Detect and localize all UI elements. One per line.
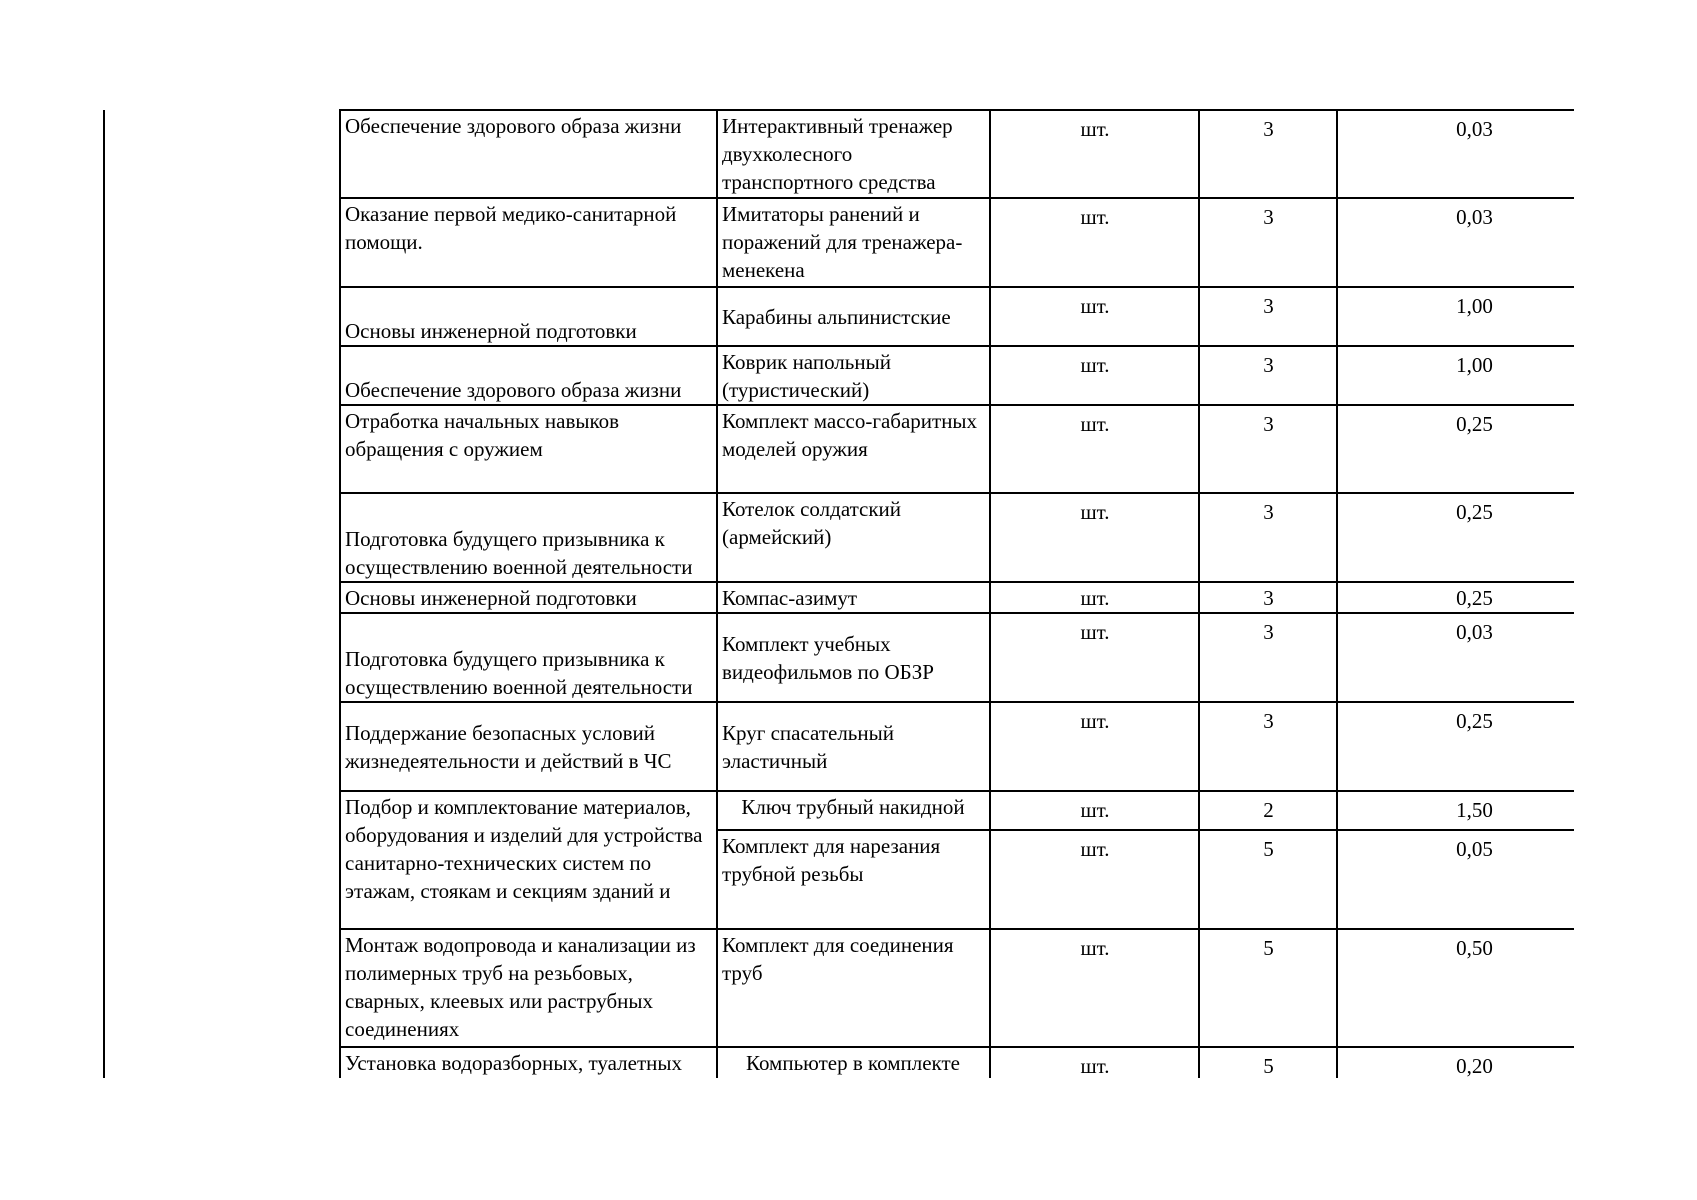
- table-row: [340, 702, 1574, 791]
- unit-cell: шт.: [990, 287, 1199, 346]
- norm-cell: 0,25: [1337, 582, 1574, 613]
- table-row: [340, 198, 1574, 287]
- quantity-cell: 3: [1199, 493, 1337, 582]
- table-row: [340, 287, 1574, 346]
- norm-cell: 0,03: [1337, 110, 1574, 198]
- quantity-cell: 3: [1199, 110, 1337, 198]
- quantity-cell: 3: [1199, 287, 1337, 346]
- unit-cell: шт.: [990, 346, 1199, 405]
- quantity-cell: 5: [1199, 929, 1337, 1047]
- unit-cell: шт.: [990, 405, 1199, 493]
- equipment-cell: Круг спасательный эластичный: [717, 702, 990, 791]
- quantity-cell: 3: [1199, 613, 1337, 702]
- quantity-cell: 3: [1199, 198, 1337, 287]
- section-cell: Отработка начальных навыков обращения с оружием: [340, 405, 717, 493]
- unit-cell: шт.: [990, 110, 1199, 198]
- section-cell: Основы инженерной подготовки: [340, 582, 717, 613]
- equipment-cell: Комплект для соединения труб: [717, 929, 990, 1047]
- table-row: [340, 346, 1574, 405]
- equipment-cell: Коврик напольный (туристический): [717, 346, 990, 405]
- section-cell: Подготовка будущего призывника к осуществлению военной деятельности: [340, 613, 717, 702]
- unit-cell: шт.: [990, 613, 1199, 702]
- norm-cell: 1,00: [1337, 346, 1574, 405]
- section-cell: Оказание первой медико-санитарной помощи.: [340, 198, 717, 287]
- equipment-table-wrapper: [339, 109, 1574, 1078]
- table-row: [340, 1047, 1574, 1078]
- equipment-cell: Компьютер в комплекте: [717, 1047, 990, 1078]
- section-cell: Установка водоразборных, туалетных: [340, 1047, 717, 1078]
- norm-cell: 0,25: [1337, 405, 1574, 493]
- equipment-cell: Компас-азимут: [717, 582, 990, 613]
- equipment-cell: Карабины альпинистские: [717, 287, 990, 346]
- quantity-cell: 3: [1199, 702, 1337, 791]
- equipment-cell: Комплект учебных видеофильмов по ОБЗР: [717, 613, 990, 702]
- table-row: [340, 582, 1574, 613]
- unit-cell: шт.: [990, 830, 1199, 929]
- unit-cell: шт.: [990, 493, 1199, 582]
- table-row: [340, 791, 1574, 830]
- section-cell: Обеспечение здорового образа жизни: [340, 110, 717, 198]
- equipment-cell: Ключ трубный накидной: [717, 791, 990, 830]
- norm-cell: 0,25: [1337, 493, 1574, 582]
- norm-cell: 0,05: [1337, 830, 1574, 929]
- equipment-cell: Котелок солдатский (армейский): [717, 493, 990, 582]
- unit-cell: шт.: [990, 791, 1199, 830]
- quantity-cell: 3: [1199, 582, 1337, 613]
- section-cell: Подготовка будущего призывника к осуществлению военной деятельности: [340, 493, 717, 582]
- quantity-cell: 3: [1199, 405, 1337, 493]
- left-margin-rule: [103, 110, 105, 1078]
- norm-cell: 1,50: [1337, 791, 1574, 830]
- table-row: [340, 929, 1574, 1047]
- quantity-cell: 5: [1199, 830, 1337, 929]
- equipment-cell: Имитаторы ранений и поражений для тренажера-менекена: [717, 198, 990, 287]
- section-cell: Поддержание безопасных условий жизнедеятельности и действий в ЧС: [340, 702, 717, 791]
- unit-cell: шт.: [990, 582, 1199, 613]
- equipment-cell: Комплект массо-габаритных моделей оружия: [717, 405, 990, 493]
- norm-cell: 0,03: [1337, 198, 1574, 287]
- section-cell: Основы инженерной подготовки: [340, 287, 717, 346]
- quantity-cell: 2: [1199, 791, 1337, 830]
- section-cell: Обеспечение здорового образа жизни: [340, 346, 717, 405]
- table-row: [340, 110, 1574, 198]
- norm-cell: 0,20: [1337, 1047, 1574, 1078]
- unit-cell: шт.: [990, 1047, 1199, 1078]
- norm-cell: 0,50: [1337, 929, 1574, 1047]
- unit-cell: шт.: [990, 702, 1199, 791]
- norm-cell: 0,25: [1337, 702, 1574, 791]
- equipment-table: [339, 109, 1574, 1078]
- table-row: [340, 613, 1574, 702]
- unit-cell: шт.: [990, 198, 1199, 287]
- table-row: [340, 405, 1574, 493]
- section-cell: Монтаж водопровода и канализации из полимерных труб на резьбовых, сварных, клеевых или раструбных соединениях: [340, 929, 717, 1047]
- norm-cell: 0,03: [1337, 613, 1574, 702]
- equipment-cell: Интерактивный тренажер двухколесного транспортного средства: [717, 110, 990, 198]
- equipment-cell: Комплект для нарезания трубной резьбы: [717, 830, 990, 929]
- quantity-cell: 3: [1199, 346, 1337, 405]
- norm-cell: 1,00: [1337, 287, 1574, 346]
- unit-cell: шт.: [990, 929, 1199, 1047]
- quantity-cell: 5: [1199, 1047, 1337, 1078]
- table-row: [340, 493, 1574, 582]
- section-cell-text: Подбор и комплектование материалов, оборудования и изделий для устройства санитарно-технических систем по этажам, стоякам и секциям зданий и: [345, 795, 703, 903]
- section-cell: [340, 791, 717, 929]
